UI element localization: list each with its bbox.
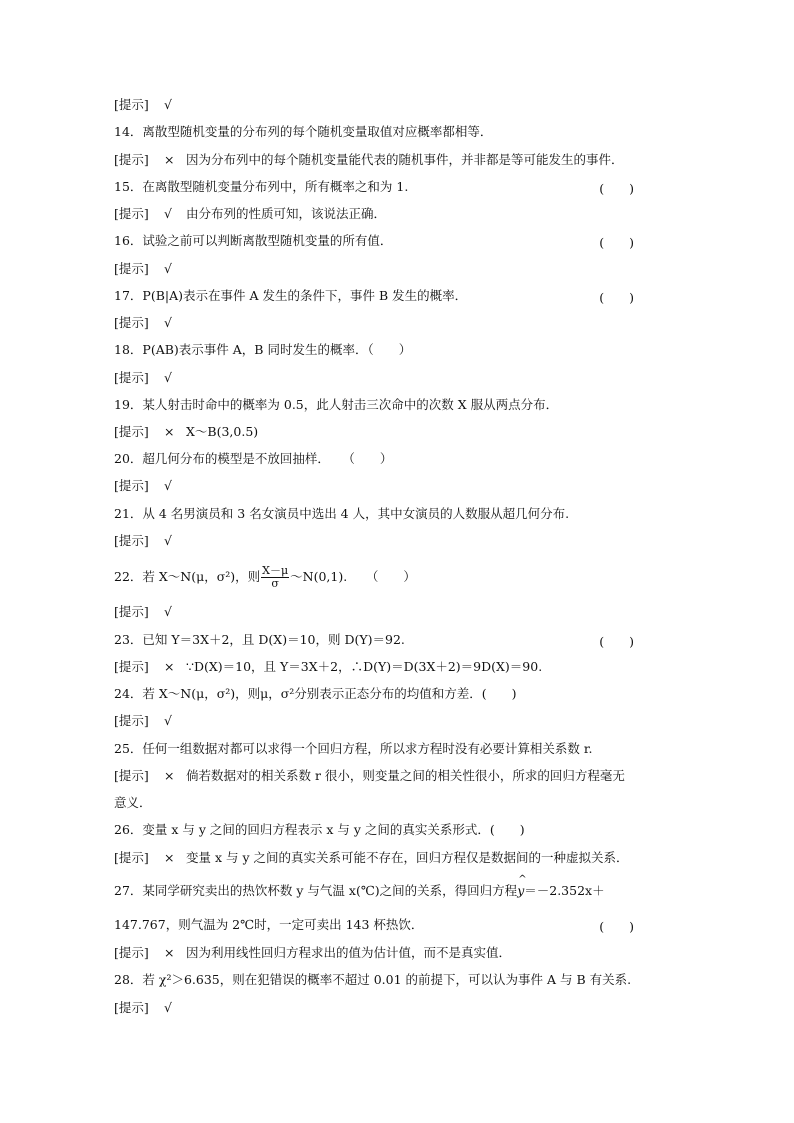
hint-25-continued: 意义． <box>114 795 152 810</box>
question-16: 16．试验之前可以判断离散型随机变量的所有值． <box>114 233 393 248</box>
hint-24: [提示] √ <box>114 713 172 728</box>
question-22: 22．若 X～N(μ，σ²)，则 $\frac{X-\mu}{\sigma}$ ～N(0,1). （ ） <box>114 564 416 590</box>
hint-15: [提示] √ 由分布列的性质可知，该说法正确． <box>114 206 387 221</box>
hint-26: [提示] × 变量 x 与 y 之间的真实关系可能不存在，回归方程仅是数据间的一种虚拟关系． <box>114 850 629 865</box>
hint-27: [提示] × 因为利用线性回归方程求出的值为估计值，而不是真实值． <box>114 945 512 960</box>
hint-22: [提示] √ <box>114 604 172 619</box>
question-27: 27．某同学研究卖出的热饮杯数 y 与气温 x(℃)之间的关系，得回归方程^ y＝－2.352x＋ <box>114 883 605 899</box>
answer-blank-15: ( ) <box>599 181 634 196</box>
hint-top: [提示] √ <box>114 97 172 112</box>
hint-19: [提示] × X～B(3,0.5) <box>114 424 259 439</box>
question-28: 28．若 χ²＞6.635，则在犯错误的概率不超过 0.01 的前提下，可以认为事件 A 与 B 有关系. <box>114 972 632 987</box>
question-14: 14．离散型随机变量的分布列的每个随机变量取值对应概率都相等． <box>114 124 493 139</box>
fraction: $\frac{X-\mu}{\sigma}$ <box>262 564 289 590</box>
question-21: 21．从 4 名男演员和 3 名女演员中选出 4 人，其中女演员的人数服从超几何分布. <box>114 506 570 521</box>
answer-blank-17: ( ) <box>599 290 634 305</box>
question-23: 23．已知 Y＝3X＋2，且 D(X)＝10，则 D(Y)＝92. <box>114 632 405 647</box>
question-26: 26．变量 x 与 y 之间的回归方程表示 x 与 y 之间的真实关系形式．( ) <box>114 822 525 837</box>
hint-23: [提示] × ∵D(X)＝10，且 Y＝3X＋2，∴D(Y)＝D(3X＋2)＝9D(X)＝90. <box>114 659 543 674</box>
answer-blank-23: ( ) <box>599 634 634 649</box>
answer-blank-16: ( ) <box>599 235 634 250</box>
question-15: 15．在离散型随机变量分布列中，所有概率之和为 1. <box>114 179 409 194</box>
question-24: 24．若 X～N(μ，σ²)，则μ，σ²分别表示正态分布的均值和方差．( ) <box>114 686 517 701</box>
hint-16: [提示] √ <box>114 261 172 276</box>
hint-21: [提示] √ <box>114 533 172 548</box>
hint-25: [提示] × 倘若数据对的相关系数 r 很小，则变量之间的相关性很小，所求的回归方程毫无 <box>114 768 625 783</box>
hint-17: [提示] √ <box>114 315 172 330</box>
question-20: 20．超几何分布的模型是不放回抽样． （ ） <box>114 451 393 466</box>
answer-blank-27: ( ) <box>599 919 634 934</box>
question-17: 17．P(B|A)表示在事件 A 发生的条件下，事件 B 发生的概率． <box>114 288 468 303</box>
hint-14: [提示] × 因为分布列中的每个随机变量能代表的随机事件，并非都是等可能发生的事件． <box>114 152 624 167</box>
y-hat: ^ y <box>517 883 524 899</box>
hint-28: [提示] √ <box>114 1000 172 1015</box>
hint-18: [提示] √ <box>114 370 172 385</box>
hint-20: [提示] √ <box>114 478 172 493</box>
question-25: 25．任何一组数据对都可以求得一个回归方程，所以求方程时没有必要计算相关系数 r. <box>114 741 593 756</box>
question-18: 18．P(AB)表示事件 A，B 同时发生的概率．（ ） <box>114 342 412 357</box>
question-27-line2: 147.767，则气温为 2℃时，一定可卖出 143 杯热饮． <box>114 917 424 932</box>
question-19: 19．某人射击时命中的概率为 0.5，此人射击三次命中的次数 X 服从两点分布． <box>114 397 559 412</box>
